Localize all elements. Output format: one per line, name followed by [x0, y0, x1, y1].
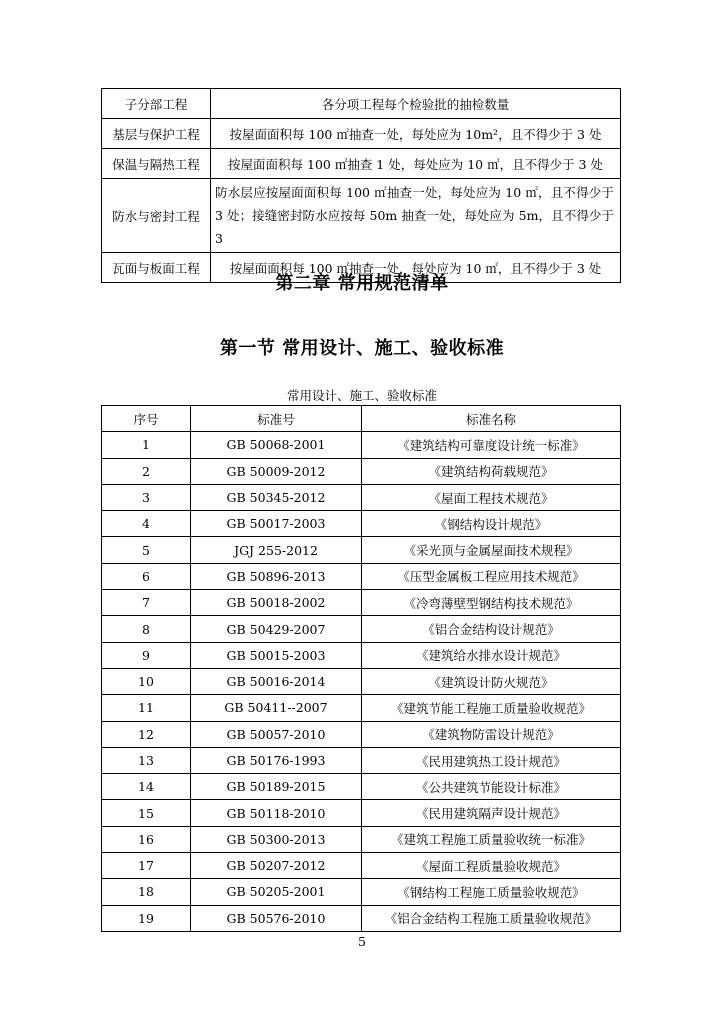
- sampling-cell: 按屋面面积每 100 ㎡抽查 1 处，每处应为 10 ㎡，且不得少于 3 处: [211, 149, 621, 179]
- chapter-title: 第二章 常用规范清单: [275, 273, 449, 294]
- standard-code-cell: GB 50016-2014: [191, 668, 362, 694]
- header-cell-name: 标准名称: [362, 406, 621, 432]
- subdivision-cell: 瓦面与板面工程: [102, 253, 211, 283]
- standards-table-body: [102, 406, 621, 932]
- standard-code-cell: GB 50576-2010: [191, 905, 362, 931]
- standard-code-cell: GB 50176-1993: [191, 747, 362, 773]
- subdivision-cell: 基层与保护工程: [102, 119, 211, 149]
- standard-name-cell: 《屋面工程技术规范》: [362, 484, 621, 510]
- header-cell-number: 序号: [102, 406, 191, 432]
- standard-name-cell: 《钢结构设计规范》: [362, 511, 621, 537]
- standard-number-cell: 7: [102, 590, 191, 616]
- subdivision-cell: 保温与隔热工程: [102, 149, 211, 179]
- standard-name-cell: 《建筑设计防火规范》: [362, 668, 621, 694]
- sampling-cell: 按屋面面积每 100 ㎡抽查一处，每处应为 10m²，且不得少于 3 处: [211, 119, 621, 149]
- standard-code-cell: GB 50189-2015: [191, 774, 362, 800]
- standard-number-cell: 19: [102, 905, 191, 931]
- standard-code-cell: GB 50015-2003: [191, 642, 362, 668]
- standard-number-cell: 18: [102, 879, 191, 905]
- standard-name-cell: 《铝合金结构设计规范》: [362, 616, 621, 642]
- standard-number-cell: 12: [102, 721, 191, 747]
- table-row: [102, 432, 621, 458]
- table-row: [102, 537, 621, 563]
- standard-name-cell: 《建筑给水排水设计规范》: [362, 642, 621, 668]
- table-row: [102, 695, 621, 721]
- standard-name-cell: 《建筑工程施工质量验收统一标准》: [362, 826, 621, 852]
- standard-code-cell: GB 50896-2013: [191, 563, 362, 589]
- inspection-table-body: [102, 89, 621, 283]
- standard-number-cell: 2: [102, 458, 191, 484]
- table-row: [102, 668, 621, 694]
- standard-number-cell: 13: [102, 747, 191, 773]
- standard-number-cell: 14: [102, 774, 191, 800]
- table-row: [102, 774, 621, 800]
- standard-name-cell: 《采光顶与金属屋面技术规程》: [362, 537, 621, 563]
- table-row: [102, 563, 621, 589]
- table-row: [102, 747, 621, 773]
- standard-name-cell: 《铝合金结构工程施工质量验收规范》: [362, 905, 621, 931]
- table-row: [102, 149, 621, 179]
- table-row: [102, 800, 621, 826]
- table-row: [102, 484, 621, 510]
- standard-name-cell: 《建筑结构荷载规范》: [362, 458, 621, 484]
- standard-name-cell: 《公共建筑节能设计标准》: [362, 774, 621, 800]
- table-row: [102, 511, 621, 537]
- table-row: [102, 853, 621, 879]
- table-row: [102, 721, 621, 747]
- table-row: [102, 119, 621, 149]
- standard-number-cell: 10: [102, 668, 191, 694]
- standard-code-cell: GB 50068-2001: [191, 432, 362, 458]
- standard-code-cell: GB 50205-2001: [191, 879, 362, 905]
- table-row: [102, 179, 621, 253]
- table-row: [102, 458, 621, 484]
- page-number: 5: [358, 934, 366, 949]
- section-title: 第一节 常用设计、施工、验收标准: [219, 338, 505, 359]
- standard-number-cell: 9: [102, 642, 191, 668]
- header-cell-subdivision: 子分部工程: [102, 89, 211, 119]
- standard-number-cell: 16: [102, 826, 191, 852]
- standard-code-cell: GB 50018-2002: [191, 590, 362, 616]
- standard-name-cell: 《建筑节能工程施工质量验收规范》: [362, 695, 621, 721]
- standard-code-cell: JGJ 255-2012: [191, 537, 362, 563]
- standard-number-cell: 11: [102, 695, 191, 721]
- standard-code-cell: GB 50017-2003: [191, 511, 362, 537]
- table-header-row: [102, 406, 621, 432]
- table-header-row: [102, 89, 621, 119]
- standard-code-cell: GB 50345-2012: [191, 484, 362, 510]
- standard-name-cell: 《冷弯薄壁型钢结构技术规范》: [362, 590, 621, 616]
- standard-code-cell: GB 50207-2012: [191, 853, 362, 879]
- standard-code-cell: GB 50118-2010: [191, 800, 362, 826]
- table-row: [102, 879, 621, 905]
- standard-code-cell: GB 50009-2012: [191, 458, 362, 484]
- standard-name-cell: 《建筑物防雷设计规范》: [362, 721, 621, 747]
- standard-name-cell: 《钢结构工程施工质量验收规范》: [362, 879, 621, 905]
- standard-number-cell: 5: [102, 537, 191, 563]
- standard-number-cell: 3: [102, 484, 191, 510]
- subdivision-cell: 防水与密封工程: [102, 179, 211, 253]
- table-row: [102, 905, 621, 931]
- table-row: [102, 590, 621, 616]
- table-row: [102, 616, 621, 642]
- standards-table: [101, 405, 621, 932]
- header-cell-code: 标准号: [191, 406, 362, 432]
- table-row: [102, 642, 621, 668]
- standard-name-cell: 《压型金属板工程应用技术规范》: [362, 563, 621, 589]
- standard-number-cell: 1: [102, 432, 191, 458]
- standard-number-cell: 6: [102, 563, 191, 589]
- standard-number-cell: 17: [102, 853, 191, 879]
- standard-code-cell: GB 50300-2013: [191, 826, 362, 852]
- table-row: [102, 826, 621, 852]
- standard-number-cell: 8: [102, 616, 191, 642]
- standard-name-cell: 《屋面工程质量验收规范》: [362, 853, 621, 879]
- standard-code-cell: GB 50429-2007: [191, 616, 362, 642]
- header-cell-sampling-quantity: 各分项工程每个检验批的抽检数量: [211, 89, 621, 119]
- table-caption: 常用设计、施工、验收标准: [286, 388, 437, 403]
- standard-name-cell: 《民用建筑隔声设计规范》: [362, 800, 621, 826]
- inspection-quantity-table: [101, 88, 621, 283]
- sampling-cell: 按屋面面积每 100 ㎡抽查一处，每处应为 10 ㎡，且不得少于 3 处: [211, 253, 621, 283]
- standard-name-cell: 《民用建筑热工设计规范》: [362, 747, 621, 773]
- sampling-cell: 防水层应按屋面面积每 100 ㎡抽查一处，每处应为 10 ㎡，且不得少于 3 处；接缝密封防水应按每 50m 抽查一处，每处应为 5m，且不得少于 3: [211, 179, 621, 253]
- standard-code-cell: GB 50411--2007: [191, 695, 362, 721]
- standard-number-cell: 4: [102, 511, 191, 537]
- standard-code-cell: GB 50057-2010: [191, 721, 362, 747]
- standard-name-cell: 《建筑结构可靠度设计统一标准》: [362, 432, 621, 458]
- standard-number-cell: 15: [102, 800, 191, 826]
